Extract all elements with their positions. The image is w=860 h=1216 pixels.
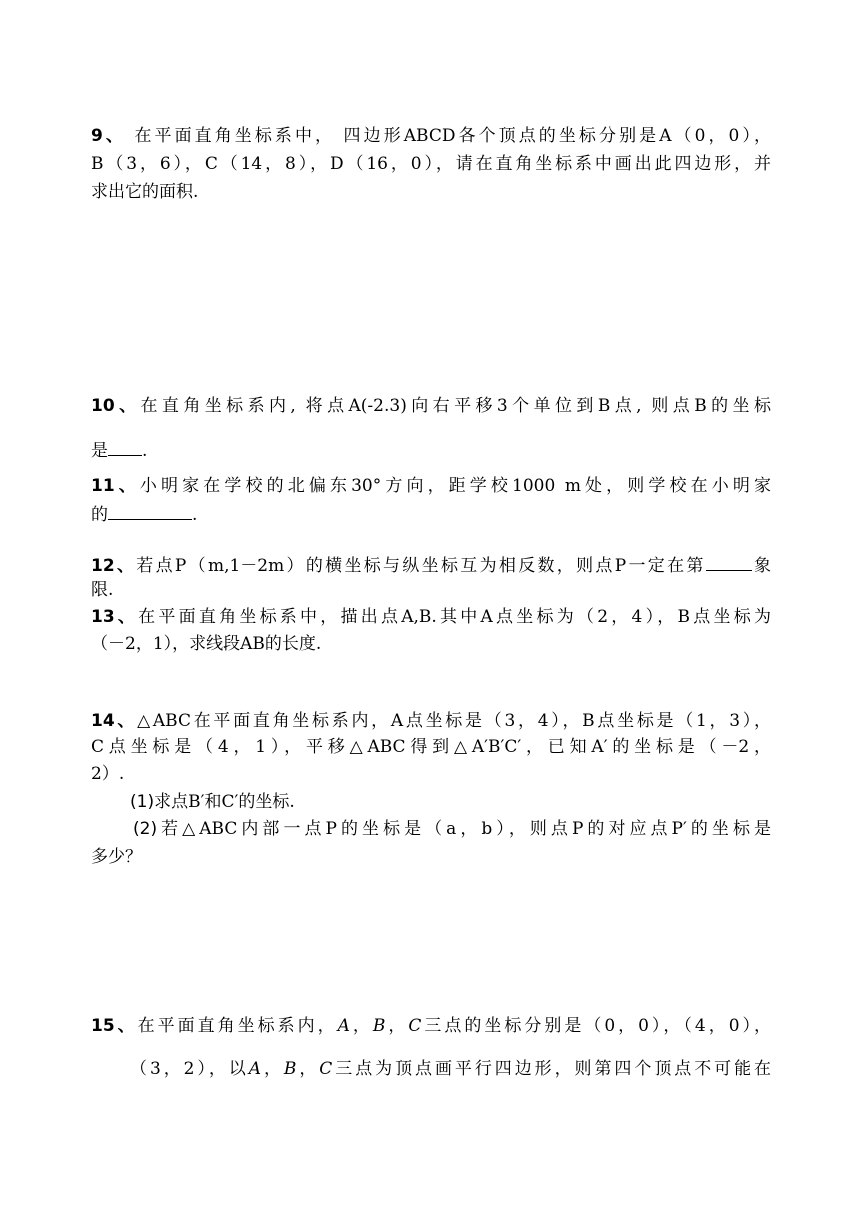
q12-text-1b: 象: [751, 556, 771, 576]
q11-line-1: [91, 474, 771, 498]
q11-number: 11、: [91, 476, 140, 496]
q13-line-1: [91, 605, 771, 629]
q12-text-1a: 若点P（m,1－2m）的横坐标与纵坐标互为相反数，则点P一定在第: [136, 556, 706, 576]
q11-text-2b: .: [192, 505, 198, 525]
q15-line-1: [91, 1014, 771, 1038]
q15-text-1-post: 三点的坐标分别是（0，0），（4，0），: [421, 1016, 772, 1036]
q11-text-1: 小明家在学校的北偏东30°方向，距学校1000 m处，则学校在小明家: [139, 476, 771, 496]
q14-sub-1: [130, 790, 771, 814]
q13-text-1: 在平面直角坐标系中，描出点A,B.其中A点坐标为（2，4），B点坐标为: [138, 607, 771, 627]
q10-text-1: 在直角坐标系内, 将点A(-2.3)向右平移3个单位到B点, 则点B的坐标: [140, 396, 771, 416]
q15-var-c: C: [408, 1016, 422, 1036]
q15-sep-2: ，: [385, 1016, 409, 1036]
q12-line-1: [91, 553, 771, 578]
q15-var-b-2: B: [283, 1059, 297, 1079]
q10-number: 10、: [91, 396, 141, 416]
q12-number: 12、: [91, 556, 137, 576]
q10-line-2: [91, 438, 771, 463]
q10-answer-blank[interactable]: [108, 438, 142, 456]
q15-text-2-post: 三点为顶点画平行四边形，则第四个顶点不可能在: [332, 1059, 772, 1079]
q13-number: 13、: [91, 607, 139, 627]
q10-line-1: [91, 394, 771, 418]
q15-var-a-2: A: [248, 1059, 262, 1079]
q15-var-a: A: [337, 1016, 350, 1036]
q9-text-1: 在平面直角坐标系中， 四边形ABCD各个顶点的坐标分别是A（0，0），: [125, 126, 771, 146]
q9-line-3: 求出它的面积.: [91, 182, 199, 202]
q14-sub-2-text: 若△ABC内部一点P的坐标是（a，b），则点P的对应点P′的坐标是: [157, 819, 771, 839]
q9-line-2: B（3，6），C（14，8），D（16，0），请在直角坐标系中画出此四边形，并: [91, 154, 771, 174]
q11-text-2a: 的: [91, 505, 108, 525]
q15-sep-4: ，: [296, 1059, 320, 1079]
q10-text-2b: .: [142, 441, 148, 461]
q9-line-1: [91, 124, 771, 148]
q9-number: 9、: [91, 126, 126, 146]
q14-line-3: 2）.: [91, 764, 125, 784]
q14-sub-1-number: (1): [130, 792, 155, 812]
q14-number: 14、: [91, 711, 138, 731]
q11-line-2: [91, 502, 771, 527]
q10-text-2a: 是: [91, 441, 108, 461]
q11-answer-blank[interactable]: [108, 502, 192, 520]
q14-sub-2-number: (2): [133, 819, 158, 839]
q15-number: 15、: [91, 1016, 138, 1036]
q15-text-1-pre: 在平面直角坐标系内，: [137, 1016, 338, 1036]
q14-text-1: △ABC在平面直角坐标系内，A点坐标是（3，4），B点坐标是（1，3），: [137, 711, 771, 731]
q12-line-2: 限.: [91, 580, 114, 600]
q14-sub-1-text: 求点B′和C′的坐标.: [154, 792, 295, 812]
q15-line-2: [130, 1057, 771, 1081]
q15-var-b: B: [372, 1016, 386, 1036]
q14-line-2: C点坐标是（4，1），平移△ABC得到△A′B′C′，已知A′的坐标是（－2，: [91, 737, 771, 757]
q15-sep-3: ，: [261, 1059, 284, 1079]
q15-sep-1: ，: [349, 1016, 373, 1036]
q14-line-last: 多少？: [91, 847, 142, 867]
q15-text-2-pre: （3，2），以: [130, 1059, 249, 1079]
q13-line-2: （－2，1），求线段AB的长度.: [91, 634, 322, 654]
q14-sub-2: [133, 817, 771, 841]
q15-var-c-2: C: [319, 1059, 333, 1079]
q12-answer-blank[interactable]: [706, 553, 752, 571]
q14-line-1: [91, 709, 771, 733]
